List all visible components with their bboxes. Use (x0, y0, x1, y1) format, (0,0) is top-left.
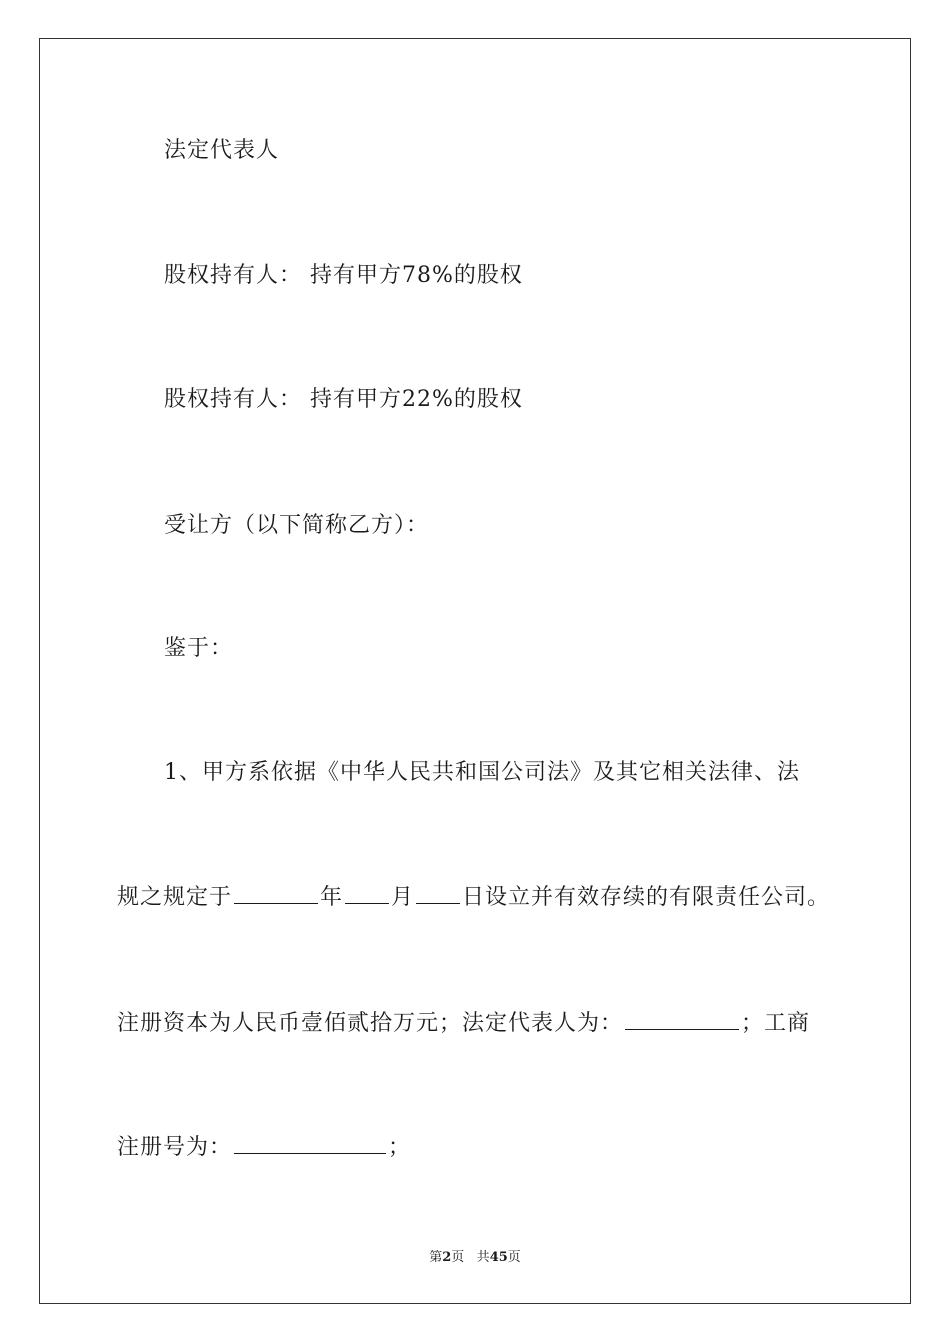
footer-total-number: 45 (489, 1250, 508, 1265)
footer-page-prefix: 第 (429, 1250, 443, 1265)
text-line-3: 股权持有人： 持有甲方22%的股权 (164, 387, 523, 412)
line9-part1: 注册号为： (117, 1135, 233, 1160)
text-line-5: 鉴于： (164, 636, 234, 661)
footer-page-number: 2 (442, 1250, 452, 1265)
text-line-6: 1、甲方系依据《中华人民共和国公司法》及其它相关法律、法 (164, 760, 800, 785)
text-line-4: 受让方（以下简称乙方）： (164, 513, 430, 538)
month-blank (345, 883, 389, 904)
text-line-8 (117, 1009, 810, 1039)
line9-part2: ； (388, 1135, 412, 1160)
page-border (39, 38, 911, 1304)
day-blank (416, 883, 460, 904)
legal-rep-blank (625, 1009, 739, 1030)
text-line-7 (117, 883, 830, 913)
year-blank (234, 883, 318, 904)
line7-part4: 日设立并有效存续的有限责任公司。 (462, 885, 831, 910)
footer-page-suffix: 页 (451, 1250, 465, 1265)
line7-part2: 年 (320, 885, 344, 910)
footer-total-suffix: 页 (507, 1250, 521, 1265)
line7-part3: 月 (391, 885, 415, 910)
reg-number-blank (234, 1133, 386, 1154)
page-footer (0, 1246, 950, 1265)
line7-part1: 规之规定于 (117, 885, 233, 910)
footer-total-prefix: 共 (476, 1250, 490, 1265)
text-line-1: 法定代表人 (164, 138, 280, 163)
text-line-9 (117, 1133, 411, 1163)
line8-part2: ；工商 (741, 1011, 811, 1036)
text-line-2: 股权持有人： 持有甲方78%的股权 (164, 263, 523, 288)
line8-part1: 注册资本为人民币壹佰贰拾万元；法定代表人为： (117, 1011, 624, 1036)
